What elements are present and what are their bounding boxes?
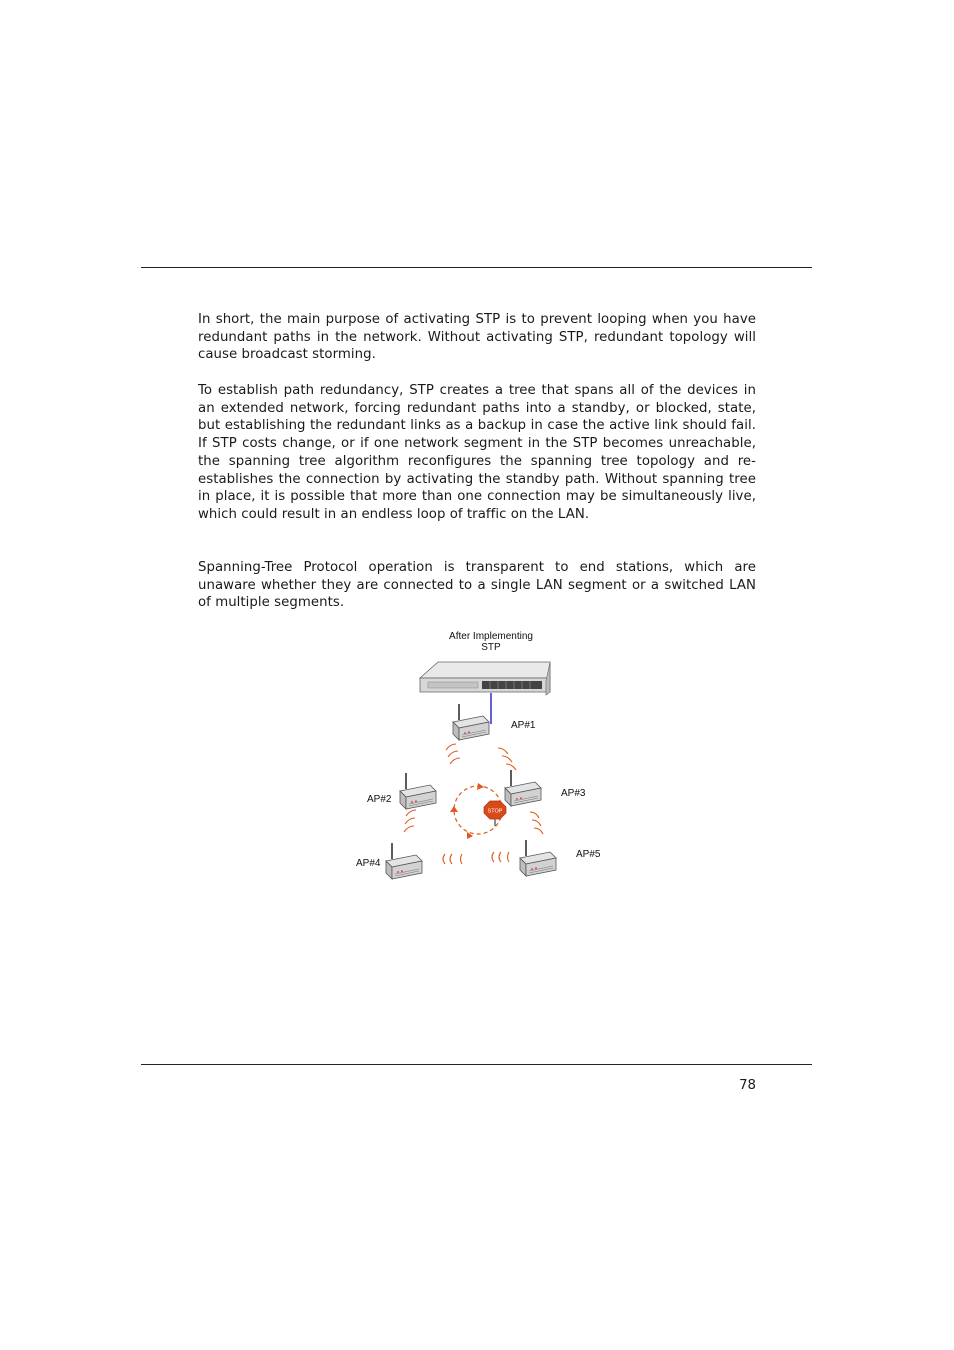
ap-label-4: AP#4 bbox=[356, 858, 381, 869]
access-point-4-icon bbox=[386, 843, 422, 879]
figure-title-line1: After Implementing bbox=[449, 631, 533, 642]
access-point-5-icon bbox=[520, 840, 556, 876]
paragraph-text: Spanning-Tree Protocol operation is transparent to end stations, which are unaware whether they are connected to a single LAN segment or a switched LAN of multiple segments. bbox=[198, 560, 756, 611]
access-point-3-icon bbox=[505, 770, 541, 806]
paragraph-text: To establish path redundancy, STP creates a tree that spans all of the devices in an extended network, forcing redundant paths into a standby, or blocked, state, but establishing the redundant links as a backup in case the active link should fail. If STP costs change, or if one network segment in the STP becomes unreachable, the spanning tree algorithm reconfigures the spanning tree topology and re-establishes the connection by activating the standby path. Without spanning tree in place, it is possible that more than one connection may be simultaneously live, which could result in an endless loop of traffic on the LAN. bbox=[198, 383, 756, 522]
access-point-1-icon bbox=[453, 704, 489, 740]
stop-sign-text: STOP bbox=[487, 808, 503, 815]
access-point-2-icon bbox=[400, 773, 436, 809]
figure-title-line2: STP bbox=[481, 642, 501, 653]
ap-label-1: AP#1 bbox=[511, 720, 536, 731]
stop-sign-icon bbox=[484, 801, 506, 826]
footer-rule bbox=[141, 1064, 812, 1065]
network-switch bbox=[420, 662, 550, 695]
ap-label-5: AP#5 bbox=[576, 849, 600, 860]
page-number: 78 bbox=[739, 1078, 756, 1093]
paragraph-path-redundancy bbox=[198, 382, 756, 524]
stp-topology-figure bbox=[350, 626, 600, 896]
loop-arrowheads bbox=[450, 783, 484, 839]
header-rule bbox=[141, 267, 812, 268]
ap-label-2: AP#2 bbox=[367, 794, 392, 805]
paragraph-stp-purpose bbox=[198, 311, 756, 364]
stp-diagram bbox=[350, 626, 600, 896]
paragraph-transparent-operation bbox=[198, 559, 756, 612]
paragraph-text: In short, the main purpose of activating STP is to prevent looping when you have redundant paths in the network. Without activating STP, redundant topology will cause broadcast storming. bbox=[198, 312, 756, 363]
ap-label-3: AP#3 bbox=[561, 788, 586, 799]
